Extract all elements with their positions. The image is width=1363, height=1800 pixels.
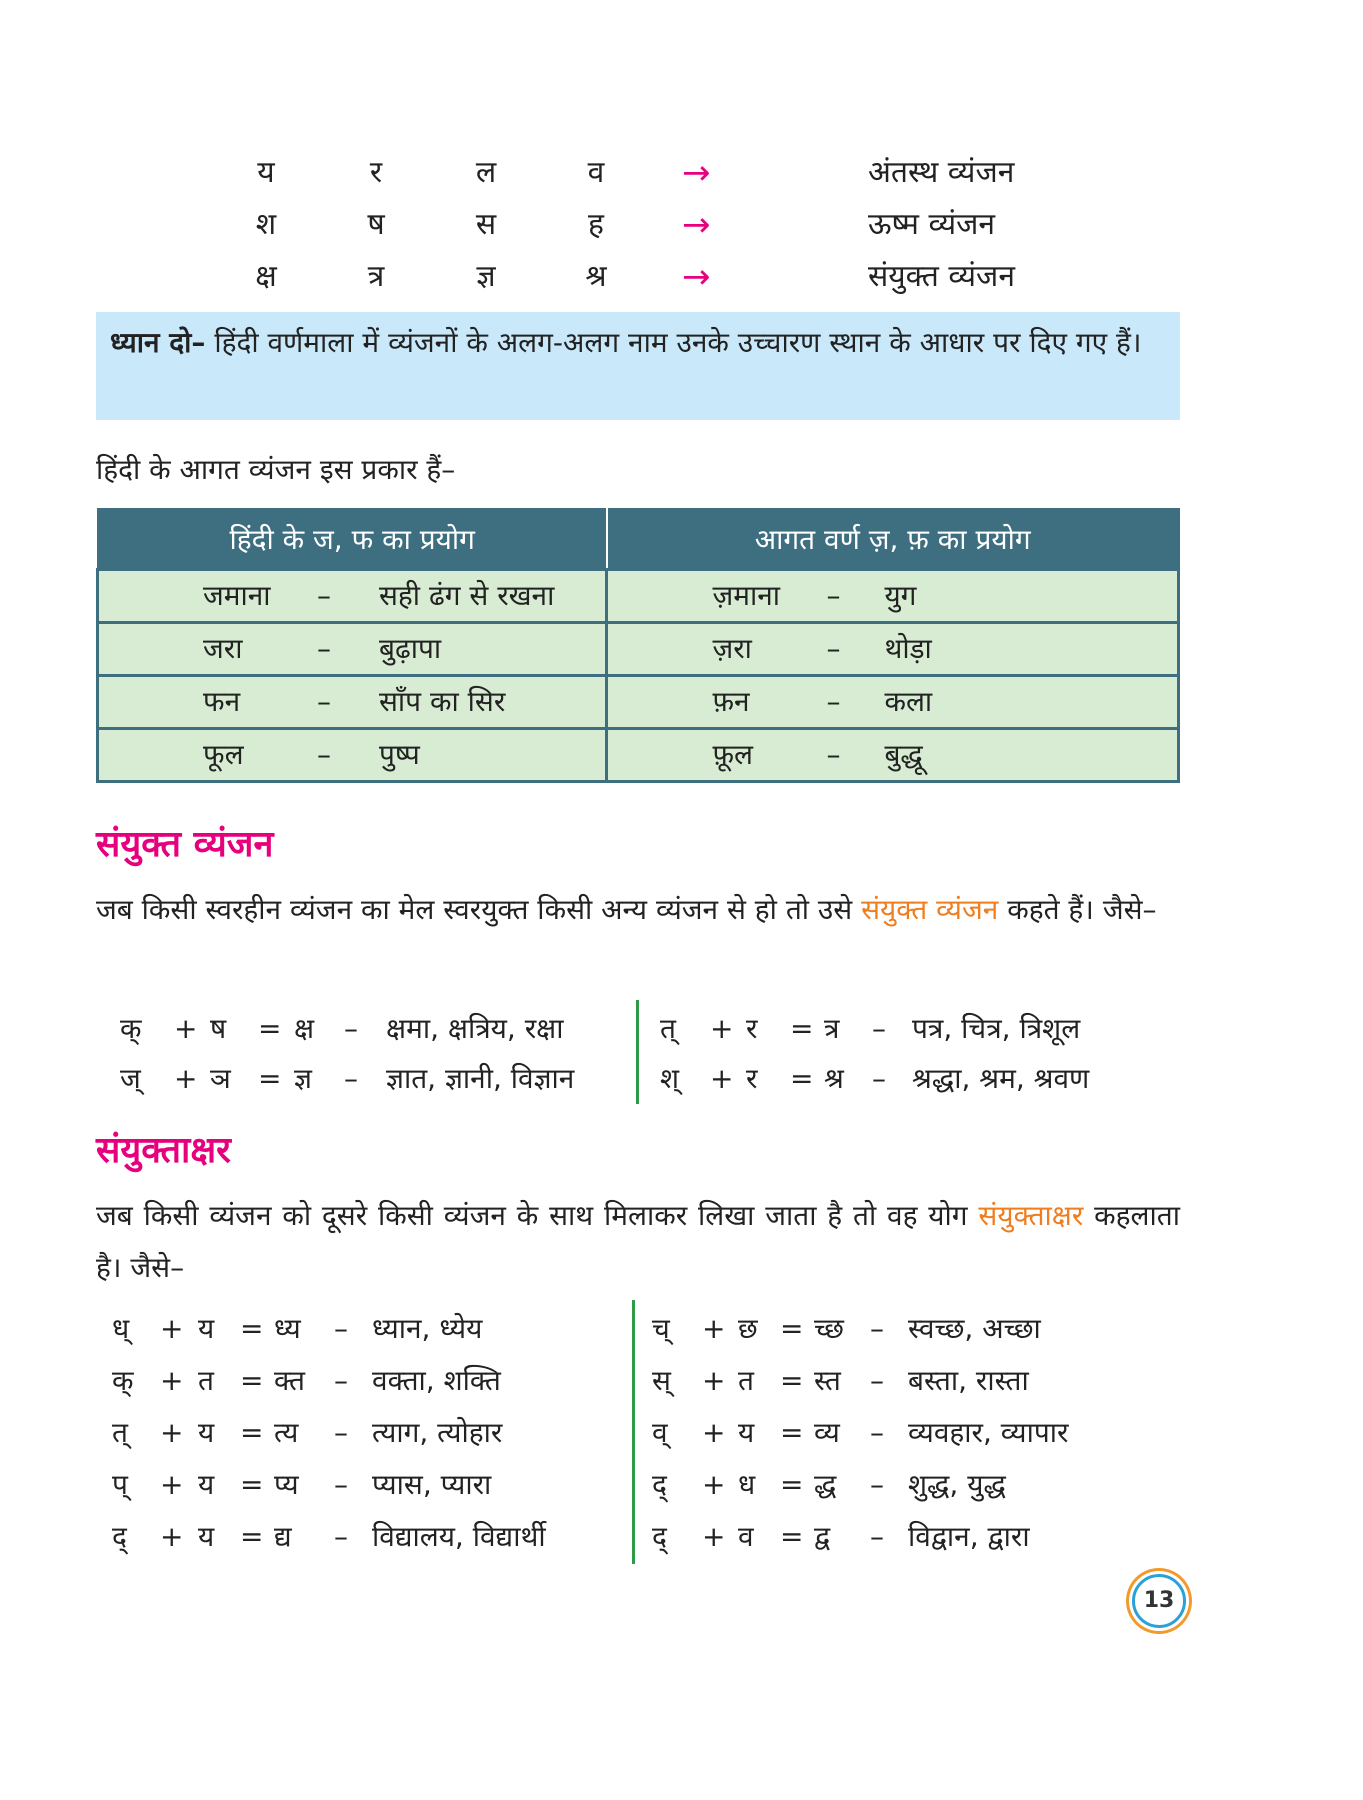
part: र — [746, 1012, 758, 1045]
meaning: युग — [884, 579, 917, 612]
word: फन — [203, 685, 241, 718]
example-row — [0, 1304, 1363, 1354]
equals: = — [780, 1364, 804, 1397]
result: श्र — [824, 1062, 844, 1095]
right-arrow-icon: → — [682, 153, 711, 193]
result: त्र — [824, 1012, 840, 1045]
plus: + — [702, 1520, 726, 1553]
equals: = — [240, 1468, 264, 1501]
plus: + — [702, 1416, 726, 1449]
table-cell — [98, 729, 607, 782]
dash: – — [826, 685, 841, 718]
plus: + — [702, 1364, 726, 1397]
definition-text: कहलाता है। जैसे– — [96, 1199, 1180, 1284]
column-divider — [636, 1000, 639, 1104]
part: द् — [652, 1468, 667, 1501]
part: र — [746, 1062, 758, 1095]
result: द्व — [814, 1520, 831, 1553]
letter: क्ष — [255, 259, 277, 294]
equals: = — [790, 1012, 814, 1045]
table-header: हिंदी के ज, फ का प्रयोग — [98, 509, 607, 570]
example-row — [0, 1512, 1363, 1562]
dash: – — [317, 579, 331, 612]
sanyuktakshar-definition — [96, 1190, 1180, 1294]
classification-row — [0, 252, 1363, 302]
plus: + — [702, 1312, 726, 1345]
equals: = — [780, 1312, 804, 1345]
part: ञ — [210, 1062, 231, 1095]
definition-text: जब किसी व्यंजन को दूसरे किसी व्यंजन के साथ मिलाकर लिखा जाता है तो वह योग — [96, 1199, 968, 1232]
dash: – — [344, 1012, 358, 1045]
examples: स्वच्छ, अच्छा — [908, 1312, 1041, 1345]
word: फ़ूल — [712, 738, 754, 771]
letter: ष — [367, 207, 385, 242]
word: ज़माना — [712, 579, 781, 612]
equals: = — [240, 1364, 264, 1397]
part: त — [738, 1364, 754, 1397]
part: क् — [120, 1012, 142, 1045]
dash: – — [870, 1468, 884, 1501]
meaning: पुष्प — [379, 738, 420, 771]
agat-vyanjan-table — [96, 508, 1180, 783]
result: प्य — [274, 1468, 299, 1501]
part: द् — [112, 1520, 127, 1553]
examples: शुद्ध, युद्ध — [908, 1468, 1006, 1501]
examples: क्षमा, क्षत्रिय, रक्षा — [386, 1012, 564, 1045]
equals: = — [258, 1062, 282, 1095]
word: जमाना — [203, 579, 271, 612]
part: छ — [738, 1312, 758, 1345]
meaning: बुढ़ापा — [379, 632, 442, 665]
table-header: आगत वर्ण ज़, फ़ का प्रयोग — [607, 509, 1179, 570]
highlight-term: संयुक्त व्यंजन — [861, 893, 999, 926]
equals: = — [780, 1520, 804, 1553]
examples: बस्ता, रास्ता — [908, 1364, 1029, 1397]
table-row — [98, 623, 1179, 676]
definition-text: कहते हैं। जैसे– — [1007, 893, 1157, 926]
examples: प्यास, प्यारा — [372, 1468, 492, 1501]
meaning: कला — [884, 685, 933, 718]
part: ज् — [120, 1062, 141, 1095]
examples: विद्यालय, विद्यार्थी — [372, 1520, 546, 1553]
table-cell — [98, 676, 607, 729]
table-cell — [607, 729, 1179, 782]
part: क् — [112, 1364, 134, 1397]
equals: = — [240, 1416, 264, 1449]
table-cell — [98, 570, 607, 623]
equals: = — [780, 1468, 804, 1501]
part: ध — [738, 1468, 756, 1501]
word: जरा — [203, 632, 243, 665]
result: व्य — [814, 1416, 840, 1449]
agat-intro: हिंदी के आगत व्यंजन इस प्रकार हैं– — [96, 453, 456, 486]
classification-row — [0, 200, 1363, 250]
example-row — [0, 1408, 1363, 1458]
example-row — [0, 1054, 1363, 1104]
classification-label: ऊष्म व्यंजन — [868, 207, 996, 242]
column-divider — [632, 1300, 635, 1564]
table-row — [98, 570, 1179, 623]
table-cell — [607, 570, 1179, 623]
table-cell — [607, 676, 1179, 729]
word: फूल — [203, 738, 244, 771]
part: व — [738, 1520, 754, 1553]
examples: विद्वान, द्वारा — [908, 1520, 1030, 1553]
dash: – — [870, 1520, 884, 1553]
examples: श्रद्धा, श्रम, श्रवण — [912, 1062, 1090, 1095]
plus: + — [174, 1062, 198, 1095]
letter: व — [587, 155, 605, 190]
note-text: हिंदी वर्णमाला में व्यंजनों के अलग-अलग नाम उनके उच्चारण स्थान के आधार पर दिए गए हैं। — [214, 326, 1142, 359]
table-cell — [607, 623, 1179, 676]
part: द् — [652, 1520, 667, 1553]
result: त्य — [274, 1416, 299, 1449]
part: ष — [210, 1012, 227, 1045]
part: य — [738, 1416, 755, 1449]
dash: – — [826, 738, 841, 771]
classification-label: संयुक्त व्यंजन — [868, 259, 1015, 294]
dash: – — [872, 1062, 886, 1095]
part: य — [198, 1416, 215, 1449]
plus: + — [160, 1416, 184, 1449]
table-row — [98, 729, 1179, 782]
table-row — [98, 676, 1179, 729]
dash: – — [334, 1312, 348, 1345]
part: त् — [660, 1012, 676, 1045]
dash: – — [826, 579, 841, 612]
dash: – — [334, 1364, 348, 1397]
result: द्य — [274, 1520, 292, 1553]
plus: + — [710, 1012, 734, 1045]
result: स्त — [814, 1364, 841, 1397]
right-arrow-icon: → — [682, 257, 711, 297]
equals: = — [240, 1520, 264, 1553]
result: द्ध — [814, 1468, 837, 1501]
plus: + — [710, 1062, 734, 1095]
classification-row — [0, 148, 1363, 198]
examples: ज्ञात, ज्ञानी, विज्ञान — [386, 1062, 575, 1095]
letter: श्र — [585, 259, 607, 294]
meaning: साँप का सिर — [379, 685, 506, 718]
examples: वक्ता, शक्ति — [372, 1364, 501, 1397]
examples: व्यवहार, व्यापार — [908, 1416, 1069, 1449]
letter: र — [369, 155, 383, 190]
note-prefix: ध्यान दो– — [110, 326, 206, 359]
definition-text: जब किसी स्वरहीन व्यंजन का मेल स्वरयुक्त किसी अन्य व्यंजन से हो तो उसे — [96, 893, 853, 926]
dash: – — [870, 1312, 884, 1345]
part: व् — [652, 1416, 668, 1449]
dash: – — [334, 1416, 348, 1449]
meaning: सही ढंग से रखना — [379, 579, 555, 612]
table-cell — [98, 623, 607, 676]
equals: = — [790, 1062, 814, 1095]
dash: – — [317, 685, 331, 718]
word: ज़रा — [712, 632, 752, 665]
classification-label: अंतस्थ व्यंजन — [868, 155, 1015, 190]
plus: + — [160, 1312, 184, 1345]
note-box — [96, 312, 1180, 420]
sanyukt-vyanjan-definition — [96, 884, 1180, 936]
plus: + — [174, 1012, 198, 1045]
letter: ह — [588, 207, 604, 242]
examples: पत्र, चित्र, त्रिशूल — [912, 1012, 1081, 1045]
dash: – — [334, 1520, 348, 1553]
meaning: बुद्धू — [884, 738, 923, 771]
example-row — [0, 1460, 1363, 1510]
result: क्त — [274, 1364, 305, 1397]
equals: = — [240, 1312, 264, 1345]
part: च् — [652, 1312, 670, 1345]
part: त् — [112, 1416, 128, 1449]
plus: + — [160, 1468, 184, 1501]
section-heading-sanyuktakshar: संयुक्ताक्षर — [96, 1130, 231, 1171]
letter: श — [255, 207, 277, 242]
part: प् — [112, 1468, 128, 1501]
highlight-term: संयुक्ताक्षर — [978, 1199, 1084, 1232]
result: ध्य — [274, 1312, 301, 1345]
word: फ़न — [712, 685, 750, 718]
letter: ल — [475, 155, 497, 190]
meaning: थोड़ा — [884, 632, 932, 665]
letter: त्र — [367, 259, 385, 294]
dash: – — [870, 1364, 884, 1397]
examples: ध्यान, ध्येय — [372, 1312, 483, 1345]
result: ज्ञ — [294, 1062, 312, 1095]
plus: + — [702, 1468, 726, 1501]
letter: य — [257, 155, 275, 190]
part: स् — [652, 1364, 671, 1397]
part: य — [198, 1520, 215, 1553]
dash: – — [317, 738, 331, 771]
part: ध् — [112, 1312, 130, 1345]
part: श् — [660, 1062, 680, 1095]
dash: – — [344, 1062, 358, 1095]
equals: = — [780, 1416, 804, 1449]
dash: – — [826, 632, 841, 665]
example-row — [0, 1356, 1363, 1406]
dash: – — [334, 1468, 348, 1501]
dash: – — [872, 1012, 886, 1045]
part: य — [198, 1468, 215, 1501]
part: त — [198, 1364, 214, 1397]
plus: + — [160, 1364, 184, 1397]
result: क्ष — [294, 1012, 315, 1045]
equals: = — [258, 1012, 282, 1045]
result: च्छ — [814, 1312, 844, 1345]
letter: स — [475, 207, 497, 242]
section-heading-sanyukt-vyanjan: संयुक्त व्यंजन — [96, 824, 274, 865]
plus: + — [160, 1520, 184, 1553]
examples: त्याग, त्योहार — [372, 1416, 503, 1449]
part: य — [198, 1312, 215, 1345]
page-number: 13 — [1132, 1574, 1186, 1628]
letter: ज्ञ — [476, 259, 496, 294]
dash: – — [317, 632, 331, 665]
right-arrow-icon: → — [682, 205, 711, 245]
dash: – — [870, 1416, 884, 1449]
example-row — [0, 1004, 1363, 1054]
